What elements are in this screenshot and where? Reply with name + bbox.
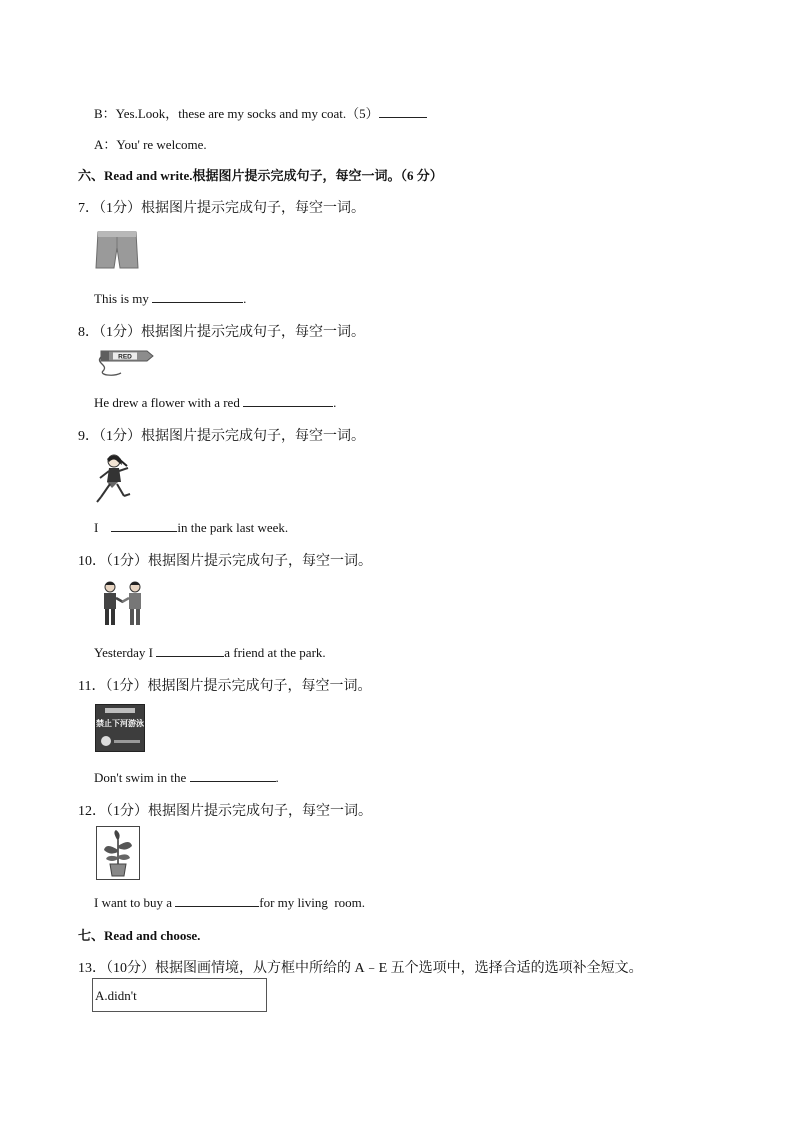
section-7-heading: 七、Read and choose. (78, 928, 201, 943)
question-prompt: （1分）根据图片提示完成句子，每空一词。 (99, 429, 365, 444)
handshake-icon (99, 580, 147, 628)
question-9-sentence (94, 519, 288, 536)
sentence-start: Yesterday I (94, 645, 157, 660)
no-swimming-sign-icon (95, 704, 145, 752)
question-number: 9． (78, 429, 99, 444)
question-number: 8． (78, 325, 99, 340)
question-number: 13． (78, 961, 106, 976)
question-7-prompt (78, 197, 365, 217)
question-9-prompt (78, 425, 365, 445)
answer-blank[interactable] (243, 394, 333, 407)
answer-blank[interactable] (175, 894, 259, 907)
answer-blank[interactable] (152, 290, 243, 303)
answer-blank[interactable] (379, 105, 427, 118)
question-prompt: （1分）根据图片提示完成句子，每空一词。 (99, 325, 365, 340)
question-number: 10． (78, 554, 106, 569)
question-12-prompt (78, 800, 372, 820)
question-7-sentence (94, 290, 246, 307)
question-11-sentence (94, 769, 279, 786)
speaker-label: A： (94, 137, 117, 152)
question-prompt: （1分）根据图片提示完成句子，每空一词。 (105, 679, 372, 694)
question-prompt: （1分）根据图片提示完成句子，每空一词。 (106, 804, 372, 819)
question-11-prompt (78, 675, 371, 695)
section-6-heading: 六、Read and write.根据图片提示完成句子，每空一词。（6 分） (78, 168, 443, 183)
answer-blank[interactable] (111, 519, 177, 532)
option-a: A.didn't (95, 988, 137, 1003)
sign-text: 禁止下河游泳 (96, 719, 144, 728)
sentence-end: in the park last week. (177, 520, 289, 535)
sentence-start: Don't swim in the (94, 770, 190, 785)
question-prompt: （1分）根据图片提示完成句子，每空一词。 (106, 554, 372, 569)
dialogue-text: You' re welcome. (116, 137, 207, 152)
question-12-sentence (94, 894, 365, 911)
sentence-end: for my living room. (259, 895, 366, 910)
dialogue-line-b (94, 103, 427, 122)
question-13-prompt (78, 957, 643, 977)
crayon-icon (95, 347, 155, 379)
question-prompt: （10分）根据图画情境，从方框中所给的 A﹣E 五个选项中，选择合适的选项补全短文。 (106, 961, 643, 976)
sentence-start: I want to buy a (94, 895, 176, 910)
answer-blank[interactable] (156, 644, 224, 657)
sentence-start: This is my (94, 291, 153, 306)
question-10-prompt (78, 550, 372, 570)
question-number: 12． (78, 804, 106, 819)
crayon-label: RED (118, 353, 132, 361)
question-number: 7． (78, 201, 99, 216)
sentence-start: He drew a flower with a red (94, 395, 244, 410)
sentence-end: . (243, 291, 247, 306)
options-box (92, 978, 267, 1012)
question-8-prompt (78, 321, 365, 341)
answer-blank[interactable] (190, 769, 276, 782)
dialogue-text: Yes.Look，these are my socks and my coat.（5） (115, 106, 379, 121)
running-girl-icon (94, 452, 134, 506)
sentence-end: . (333, 395, 337, 410)
sentence-end: a friend at the park. (224, 645, 326, 660)
potted-plant-icon (96, 826, 140, 880)
question-prompt: （1分）根据图片提示完成句子，每空一词。 (99, 201, 365, 216)
question-8-sentence (94, 394, 336, 411)
sentence-end: . (275, 770, 279, 785)
dialogue-line-a (94, 134, 207, 153)
speaker-label: B： (94, 106, 116, 121)
question-10-sentence (94, 644, 326, 661)
shorts-icon (95, 230, 139, 272)
sentence-start: I (94, 520, 112, 535)
question-number: 11． (78, 679, 106, 694)
